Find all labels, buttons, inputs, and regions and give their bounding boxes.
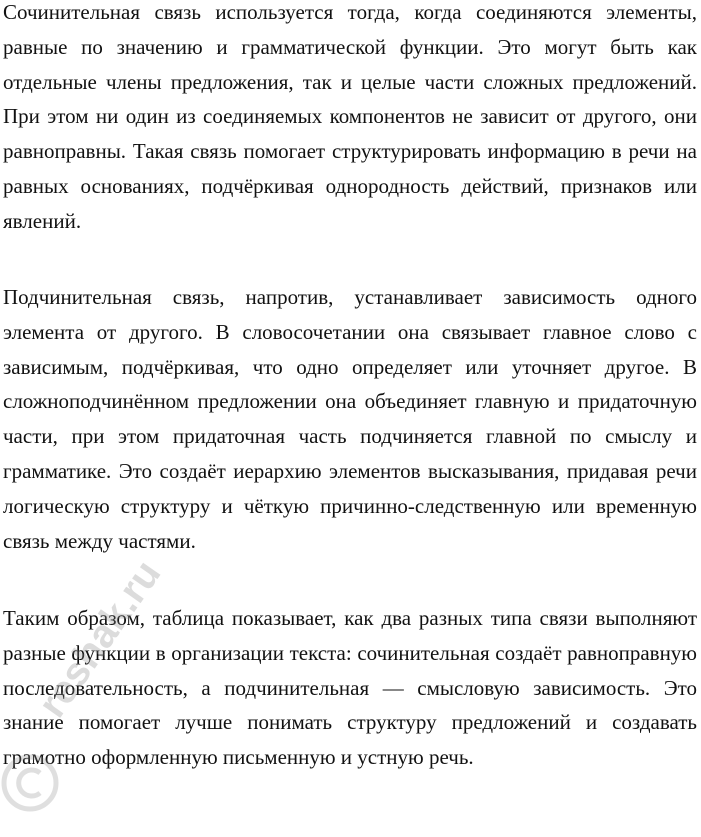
paragraph-conclusion: Таким образом, таблица показывает, как два разных типа связи выполняют разные функции в организации текста: сочинительная создаёт равноправную последовательность, а подчинительная — смысловую зависимость. Это знание помогает лучше понимать структуру предложений и создавать грамотно оформленную письменную и устную речь.	[3, 606, 697, 770]
paragraph-coordinating-link: Сочинительная связь используется тогда, когда соединяются элементы, равные по значению и грамматической функции. Это могут быть как отдельные члены предложения, так и целые части сложных предложений. При этом ни один из соединяемых компонентов не зависит от другого, они равноправны. Такая связь помогает структурировать информацию в речи на равных основаниях, подчёркивая однородность действий, признаков или явлений.	[3, 0, 697, 233]
watermark-text: reshak.ru	[30, 552, 170, 726]
paragraph-subordinating-link: Подчинительная связь, напротив, устанавливает зависимость одного элемента от другого. В словосочетании она связывает главное слово с зависимым, подчёркивая, что одно определяет или уточняет другое. В сложноподчинённом предложении она объединяет главную и придаточную части, при этом придаточная часть подчиняется главной по смыслу и грамматике. Это создаёт иерархию элементов высказывания, придавая речи логическую структуру и чёткую причинно-следственную или временную связь между частями.	[3, 285, 697, 553]
